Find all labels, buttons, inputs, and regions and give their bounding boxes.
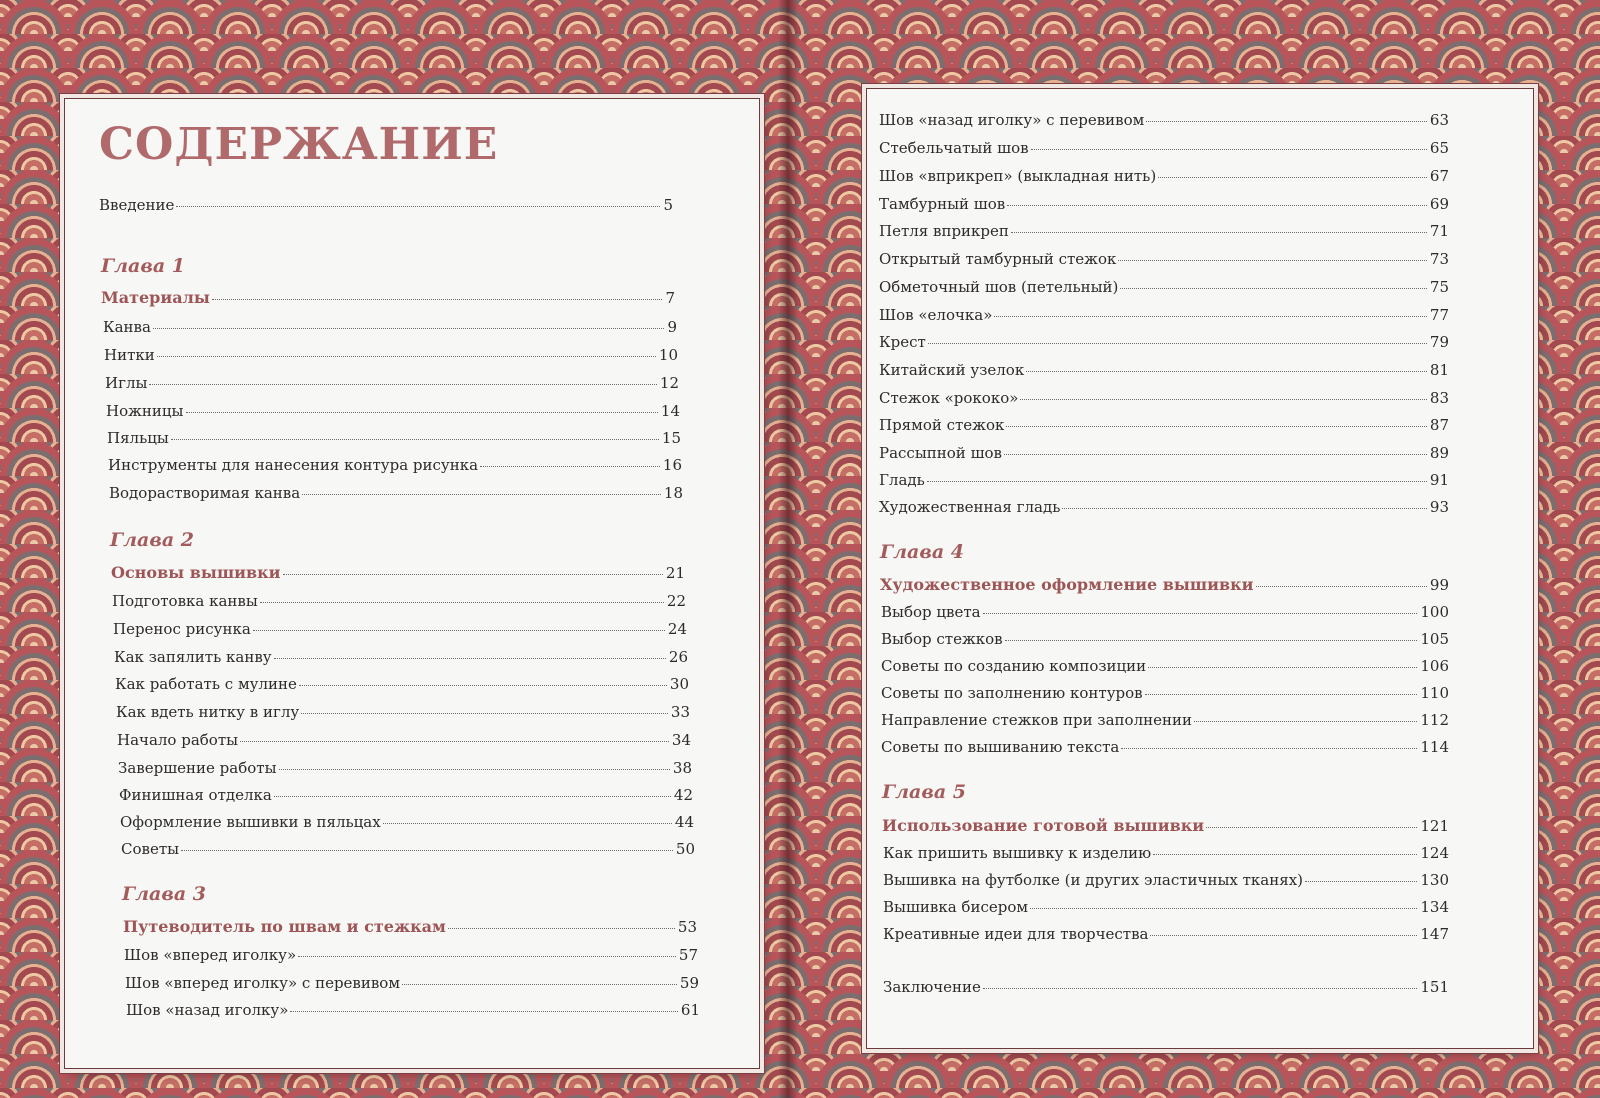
toc-entry-intro[interactable]: Введение 5 xyxy=(99,196,673,214)
toc-entry[interactable]: Вышивка на футболке (и других эластичных тканях) 130 xyxy=(883,871,1449,889)
toc-section-chapter-1[interactable]: Материалы 7 xyxy=(101,288,675,307)
toc-entry[interactable]: Тамбурный шов 69 xyxy=(879,195,1449,213)
toc-section-chapter-5[interactable]: Использование готовой вышивки 121 xyxy=(882,816,1449,835)
toc-entry[interactable]: Завершение работы 38 xyxy=(118,759,692,777)
toc-entry[interactable]: Шов «назад иголку» 61 xyxy=(126,1001,700,1019)
chapter-3-heading: Глава 3 xyxy=(122,883,206,905)
toc-entry[interactable]: Выбор стежков 105 xyxy=(881,630,1449,648)
toc-entry[interactable]: Шов «вперед иголку» 57 xyxy=(124,946,698,964)
toc-entry[interactable]: Обметочный шов (петельный) 75 xyxy=(879,278,1449,296)
left-page xyxy=(64,98,760,1069)
chapter-2-heading: Глава 2 xyxy=(110,529,194,551)
chapter-1-heading: Глава 1 xyxy=(101,255,185,277)
book-spine xyxy=(778,0,798,1098)
toc-entry[interactable]: Пяльцы 15 xyxy=(107,429,681,447)
toc-entry[interactable]: Перенос рисунка 24 xyxy=(113,620,687,638)
toc-entry[interactable]: Начало работы 34 xyxy=(117,731,691,749)
toc-entry[interactable]: Шов «назад иголку» с перевивом 63 xyxy=(879,111,1449,129)
toc-entry[interactable]: Петля вприкреп 71 xyxy=(879,222,1449,240)
toc-entry[interactable]: Оформление вышивки в пяльцах 44 xyxy=(120,813,694,831)
toc-entry[interactable]: Китайский узелок 81 xyxy=(879,361,1449,379)
toc-entry[interactable]: Шов «вперед иголку» с перевивом 59 xyxy=(125,974,699,992)
toc-entry[interactable]: Стежок «рококо» 83 xyxy=(879,389,1449,407)
toc-entry[interactable]: Как работать с мулине 30 xyxy=(115,675,689,693)
toc-entry[interactable]: Открытый тамбурный стежок 73 xyxy=(879,250,1449,268)
toc-section-chapter-3[interactable]: Путеводитель по швам и стежкам 53 xyxy=(123,917,697,936)
toc-entry[interactable]: Финишная отделка 42 xyxy=(119,786,693,804)
toc-entry[interactable]: Водорастворимая канва 18 xyxy=(109,484,683,502)
toc-entry[interactable]: Ножницы 14 xyxy=(106,402,680,420)
toc-entry[interactable]: Советы по заполнению контуров 110 xyxy=(881,684,1449,702)
toc-section-chapter-2[interactable]: Основы вышивки 21 xyxy=(111,563,685,582)
toc-entry[interactable]: Шов «вприкреп» (выкладная нить) 67 xyxy=(879,167,1449,185)
toc-entry[interactable]: Рассыпной шов 89 xyxy=(879,444,1449,462)
toc-entry-conclusion[interactable]: Заключение 151 xyxy=(883,978,1449,996)
toc-entry[interactable]: Как пришить вышивку к изделию 124 xyxy=(883,844,1449,862)
toc-entry[interactable]: Креативные идеи для творчества 147 xyxy=(883,925,1449,943)
right-page xyxy=(866,88,1534,1049)
toc-entry[interactable]: Как вдеть нитку в иглу 33 xyxy=(116,703,690,721)
toc-entry[interactable]: Советы по созданию композиции 106 xyxy=(881,657,1449,675)
toc-entry[interactable]: Крест 79 xyxy=(879,333,1449,351)
page-title: СОДЕРЖАНИЕ xyxy=(99,119,499,170)
toc-entry[interactable]: Художественная гладь 93 xyxy=(879,498,1449,516)
toc-section-chapter-4[interactable]: Художественное оформление вышивки 99 xyxy=(880,575,1449,594)
toc-entry[interactable]: Канва 9 xyxy=(103,318,677,336)
toc-entry[interactable]: Советы по вышиванию текста 114 xyxy=(881,738,1449,756)
toc-entry[interactable]: Направление стежков при заполнении 112 xyxy=(881,711,1449,729)
toc-entry[interactable]: Советы 50 xyxy=(121,840,695,858)
chapter-4-heading: Глава 4 xyxy=(880,541,964,563)
toc-entry[interactable]: Иглы 12 xyxy=(105,374,679,392)
toc-entry[interactable]: Подготовка канвы 22 xyxy=(112,592,686,610)
toc-entry[interactable]: Гладь 91 xyxy=(879,471,1449,489)
toc-entry[interactable]: Вышивка бисером 134 xyxy=(883,898,1449,916)
toc-entry[interactable]: Инструменты для нанесения контура рисунка 16 xyxy=(108,456,682,474)
toc-entry[interactable]: Прямой стежок 87 xyxy=(879,416,1449,434)
toc-entry[interactable]: Нитки 10 xyxy=(104,346,678,364)
toc-entry[interactable]: Шов «елочка» 77 xyxy=(879,306,1449,324)
toc-entry[interactable]: Стебельчатый шов 65 xyxy=(879,139,1449,157)
chapter-5-heading: Глава 5 xyxy=(882,781,966,803)
toc-entry[interactable]: Как запялить канву 26 xyxy=(114,648,688,666)
toc-entry[interactable]: Выбор цвета 100 xyxy=(881,603,1449,621)
